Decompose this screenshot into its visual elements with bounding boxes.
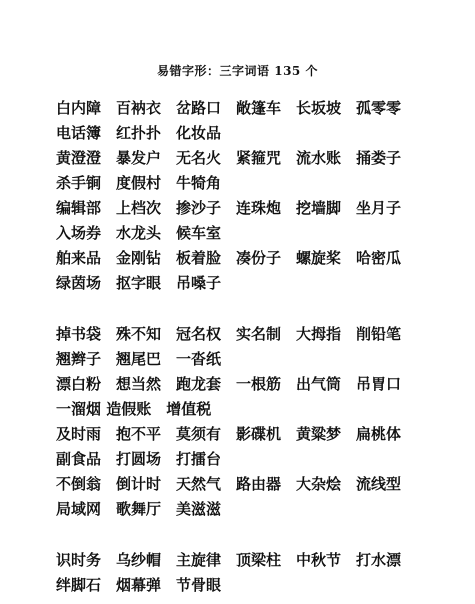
word-line: 识时务 乌纱帽 主旋律 顶梁柱 中秋节 打水漂 bbox=[56, 551, 402, 569]
word-line: 白内障 百衲衣 岔路口 敞篷车 长坂坡 孤零零 bbox=[56, 99, 402, 117]
word-line: 掉书袋 殊不知 冠名权 实名制 大拇指 削铅笔 bbox=[56, 325, 402, 343]
word-line: 漂白粉 想当然 跑龙套 一根筋 出气筒 吊胃口 bbox=[56, 375, 402, 393]
word-group-1 bbox=[56, 96, 466, 296]
word-line: 电话簿 红扑扑 化妆品 bbox=[56, 124, 222, 142]
word-group-3 bbox=[56, 548, 466, 598]
word-list bbox=[56, 96, 466, 598]
word-line: 一溜烟 造假账 增值税 bbox=[56, 400, 212, 418]
word-line: 杀手锏 度假村 牛犄角 bbox=[56, 174, 222, 192]
word-line: 入场券 水龙头 候车室 bbox=[56, 224, 222, 242]
paragraph-gap bbox=[56, 522, 466, 548]
word-line: 不倒翁 倒计时 天然气 路由器 大杂烩 流线型 bbox=[56, 475, 402, 493]
word-line: 绊脚石 烟幕弹 节骨眼 bbox=[56, 576, 222, 594]
word-line: 黄澄澄 暴发户 无名火 紧箍咒 流水账 捅娄子 bbox=[56, 149, 402, 167]
word-group-2 bbox=[56, 322, 466, 522]
word-line: 及时雨 抱不平 莫须有 影碟机 黄粱梦 扁桃体 bbox=[56, 425, 402, 443]
word-line: 编辑部 上档次 掺沙子 连珠炮 挖墙脚 坐月子 bbox=[56, 199, 402, 217]
word-line: 舶来品 金刚钻 板着脸 凑份子 螺旋桨 哈密瓜 bbox=[56, 249, 402, 267]
word-line: 绿茵场 抠字眼 吊嗓子 bbox=[56, 274, 222, 292]
word-line: 副食品 打圆场 打擂台 bbox=[56, 450, 222, 468]
paragraph-gap bbox=[56, 296, 466, 322]
word-line: 局域网 歌舞厅 美滋滋 bbox=[56, 500, 222, 518]
word-line: 翘辫子 翘尾巴 一沓纸 bbox=[56, 350, 222, 368]
document-title: 易错字形：三字词语 135 个 bbox=[157, 64, 318, 78]
